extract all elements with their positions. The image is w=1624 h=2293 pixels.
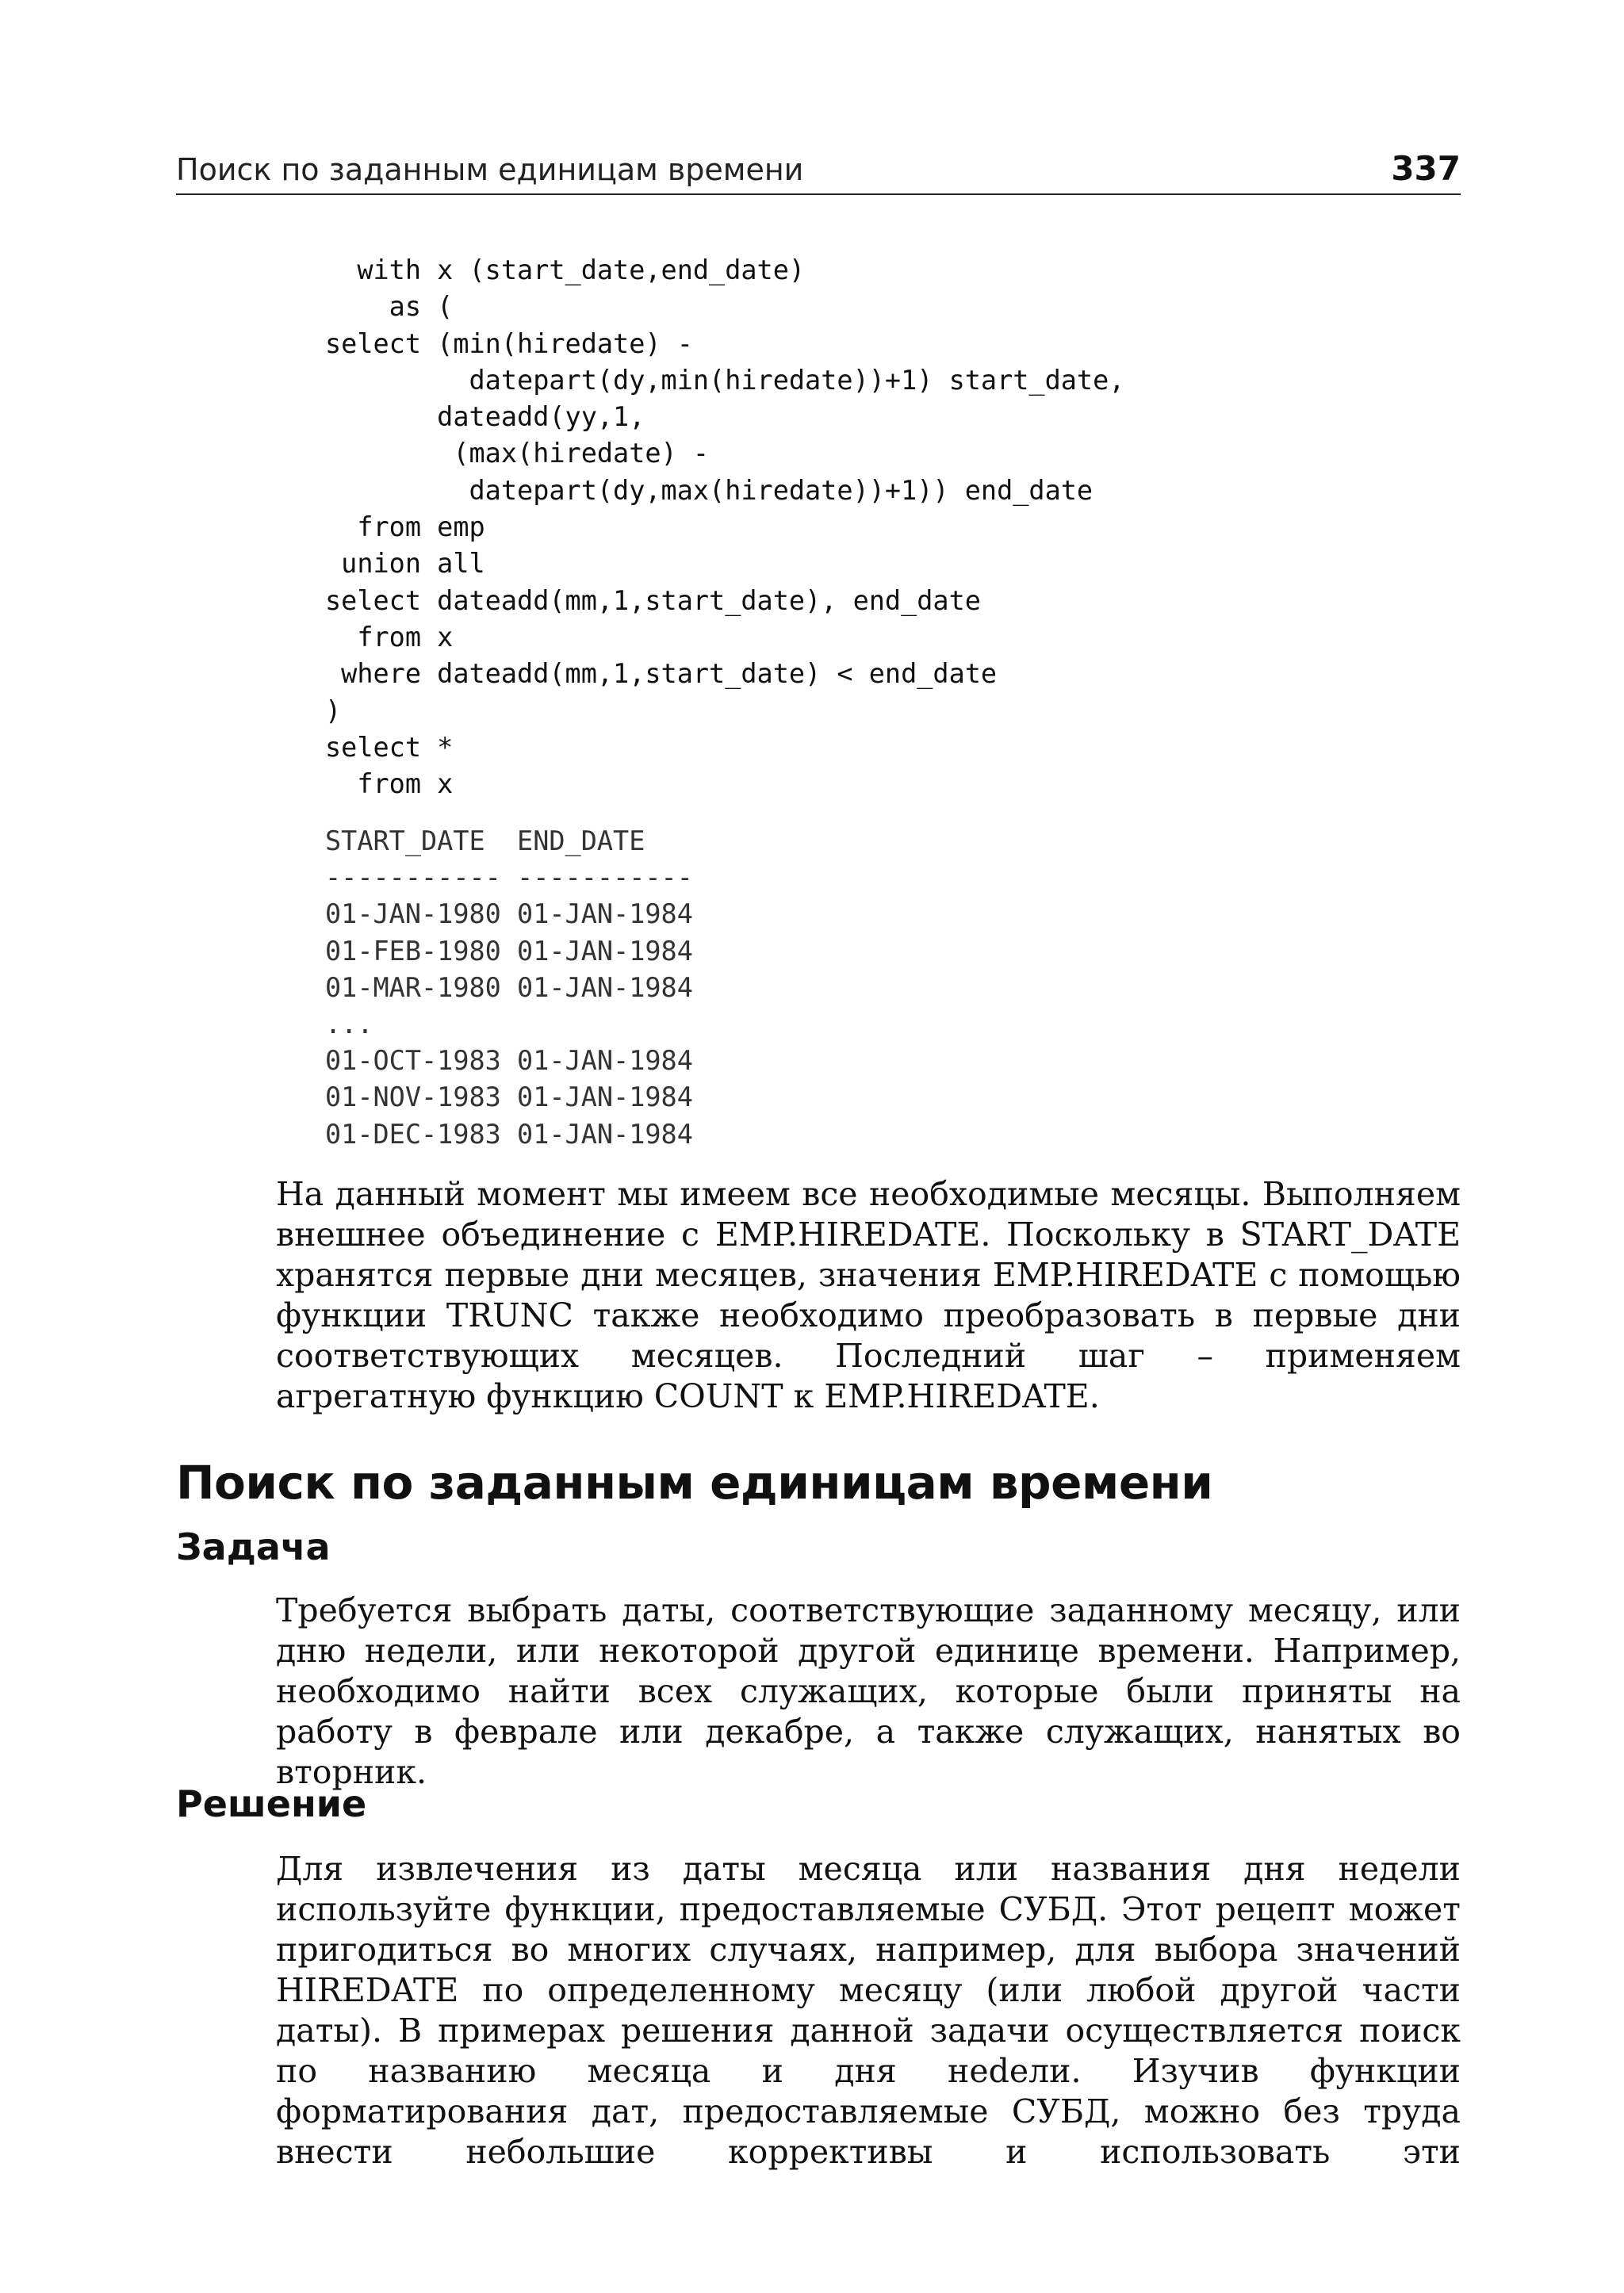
solution-paragraph: Для извлечения из даты месяца или названия дня недели используйте функции, предоставляемые СУБД. Этот рецепт может пригодиться во многих случаях, например, для выбора значений HIREDATE по определенному месяцу (или любой другой части даты). В примерах решения данной задачи осуществляется поиск по названию месяца и дня неdели. Изучив функции форматирования дат, предоставляемые СУБД, можно без труда внести небольшие коррективы и использовать эти (276, 1850, 1461, 2171)
task-paragraph: Требуется выбрать даты, соответствующие заданному месяцу, или дню недели, или некоторой другой единице времени. Например, необходимо найти всех служащих, которые были приняты на работу в феврале или декабре, а также служащих, нанятых во вторник. (276, 1591, 1461, 1791)
query-result-output: START_DATE END_DATE ----------- ----------- 01-JAN-1980 01-JAN-1984 01-FEB-1980 01-JAN-1984 01-MAR-1980 01-JAN-1984 ... 01-OCT-1983 01-JAN-1984 01-NOV-1983 01-JAN-1984 01-DEC-1983 01-JAN-1984 (325, 825, 693, 1150)
task-heading: Задача (176, 1525, 331, 1568)
intro-paragraph: На данный момент мы имеем все необходимые месяцы. Выполняем внешнее объединение с EMP.HIREDATE. Поскольку в START_DATE хранятся первые дни месяцев, значения EMP.HIREDATE с помощью функции TRUNC также необходимо преобразовать в первые дни соответствующих месяцев. Последний шаг – применяем агрегатную функцию COUNT к EMP.HIREDATE. (276, 1175, 1461, 1415)
sql-code-listing: with x (start_date,end_date) as ( select (min(hiredate) - datepart(dy,min(hiredate))+1) start_date, dateadd(yy,1, (max(hiredate) - datepart(dy,max(hiredate))+1)) end_date from emp union all select dateadd(mm,1,start_date), end_date from x where dateadd(mm,1,start_date) < end_date ) select * from x (325, 255, 1125, 800)
section-title: Поиск по заданным единицам времени (176, 1456, 1213, 1510)
running-head (176, 149, 1461, 195)
running-head-title: Поиск по заданным единицам времени (176, 152, 804, 187)
page-number: 337 (1391, 149, 1461, 188)
solution-heading: Решение (176, 1782, 367, 1825)
